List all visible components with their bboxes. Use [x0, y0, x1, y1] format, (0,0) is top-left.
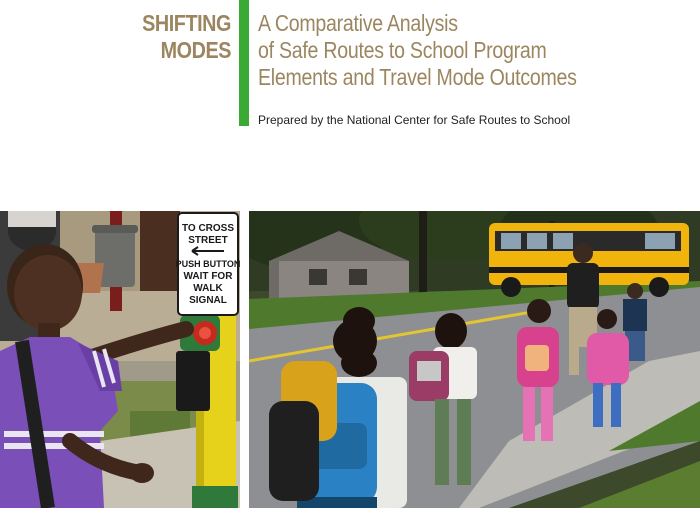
walking-illustration [249, 211, 700, 508]
photo-children-walking [249, 211, 700, 508]
report-subtitle [258, 10, 577, 91]
subtitle-line-3: Elements and Travel Mode Outcomes [258, 64, 577, 90]
sign-text-5: WALK [193, 283, 223, 294]
sign-text-2: STREET [188, 235, 228, 246]
sign-text-3: PUSH BUTTON [175, 259, 240, 269]
crosswalk-illustration [0, 211, 240, 508]
sign-text-1: TO CROSS [181, 223, 235, 234]
title-line-2: MODES [160, 37, 231, 63]
accent-bar [239, 0, 249, 126]
report-title [118, 10, 231, 64]
title-line-1: SHIFTING [142, 10, 231, 36]
subtitle-line-1: A Comparative Analysis [258, 10, 458, 36]
subtitle-line-2: of Safe Routes to School Program [258, 37, 547, 63]
sign-text-4: WAIT FOR [183, 271, 233, 282]
prepared-by-line: Prepared by the National Center for Safe Routes to School [258, 113, 571, 127]
sign-text-6: SIGNAL [189, 295, 227, 306]
photo-boy-at-crosswalk [0, 211, 240, 508]
